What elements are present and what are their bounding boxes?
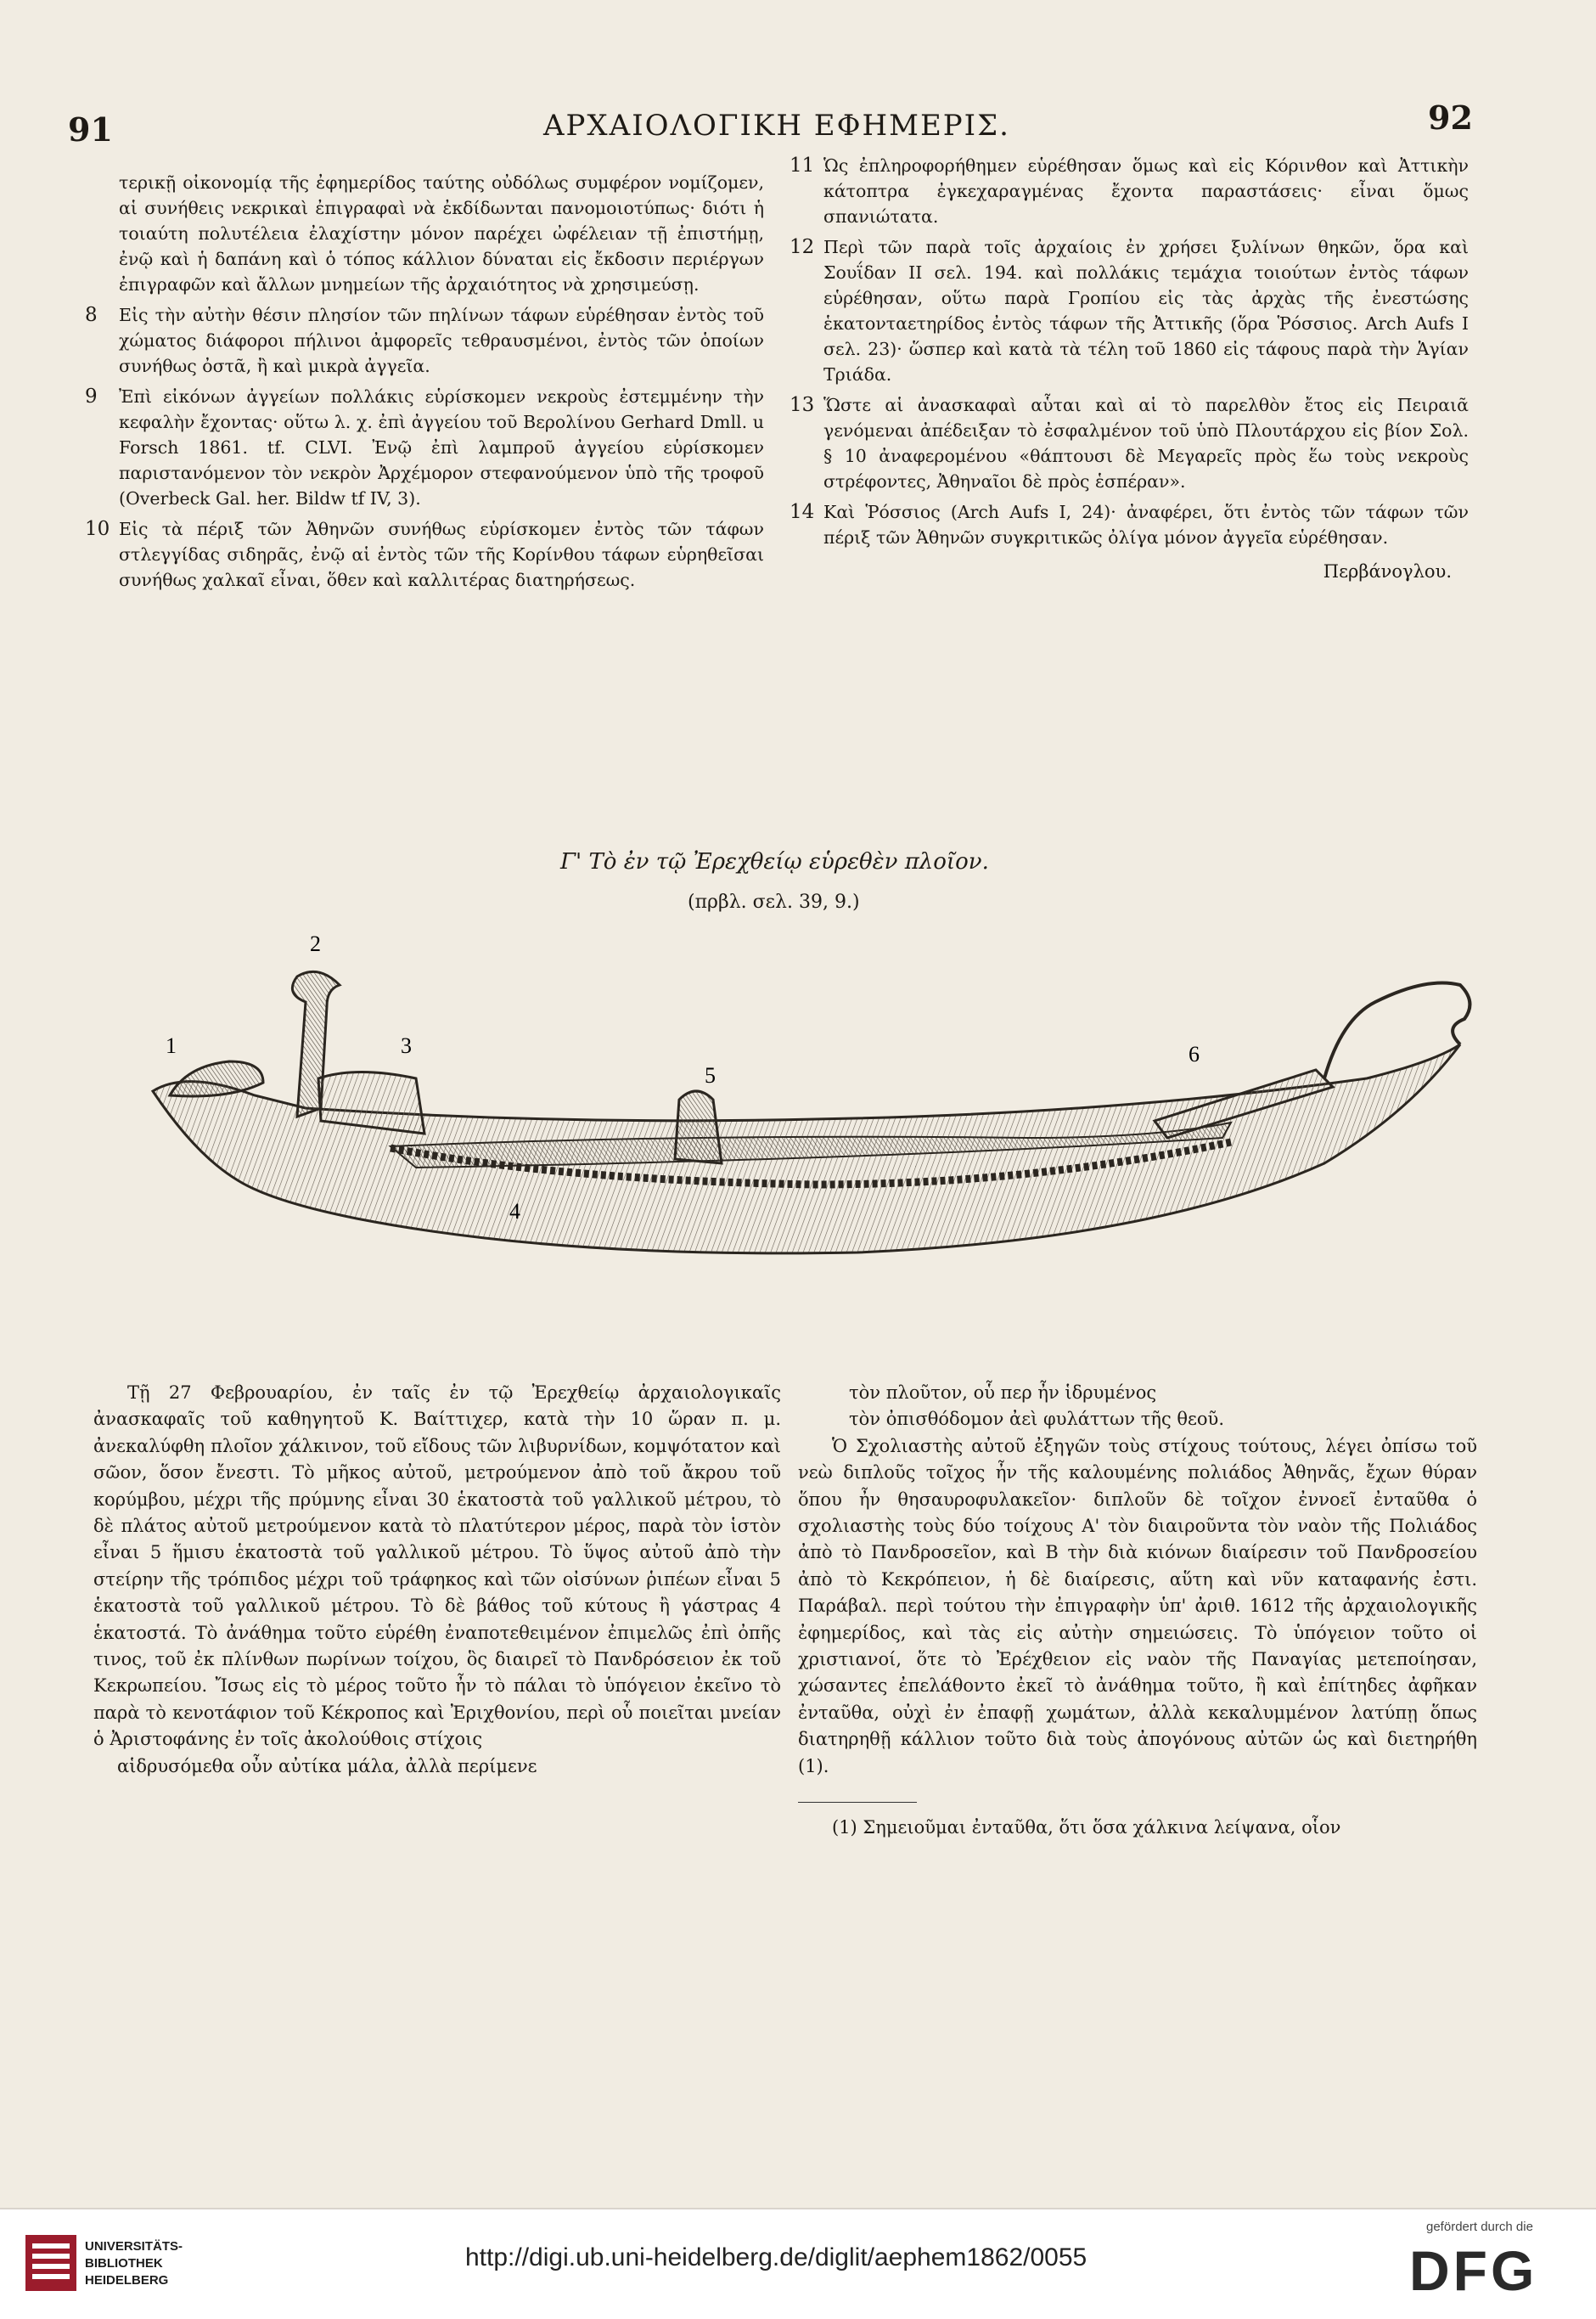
dfg-logo: DFG: [1409, 2239, 1538, 2302]
article-right-column: [798, 1380, 1477, 1842]
note-10: [85, 516, 764, 593]
article-left-column: [93, 1380, 781, 1780]
note-number: 8: [85, 304, 98, 326]
label-4: 4: [509, 1199, 520, 1224]
note-text: Εἰς τὴν αὐτὴν θέσιν πλησίον τῶν πηλίνων τάφων εὑρέθησαν ἐντὸς τοῦ χώματος διάφοροι πήλινοι ἀμφορεῖς τεθραυσμένοι, ἐντὸς τῶν ὁποίων συνήθως ὀστᾶ, ἢ καὶ μικρὰ ἀγγεῖα.: [119, 305, 764, 376]
note-number: 10: [85, 518, 110, 540]
running-title: ΑΡΧΑΙΟΛΟΓΙΚΗ ΕΦΗΜΕΡΙΣ.: [543, 109, 1010, 143]
mast-stump: [675, 1091, 722, 1163]
note-11: [790, 153, 1469, 229]
note-text: Ἐπὶ εἰκόνων ἀγγείων πολλάκις εὑρίσκομεν νεκροὺς ἐστεμμένην τὴν κεφαλὴν ἔχοντας· οὕτω λ. χ. ἐπὶ ἀγγείου τοῦ Βερολίνου Gerhard Dmll. u Forsch 1861. tf. CLVI. Ἐνῷ ἐπὶ λαμπροῦ ἀγγείου εὑρίσκομεν παριστανόμενον τὸν νεκρὸν Ἀρχέμορον στεφανούμενον ὑπὸ τῆς τροφοῦ (Overbeck Gal. her. Bildw tf IV, 3).: [119, 386, 764, 509]
author-signature: Περβάνογλου.: [1323, 561, 1452, 582]
library-name: UNIVERSITÄTS- BIBLIOTHEK HEIDELBERG: [85, 2239, 183, 2288]
note-number: 14: [790, 501, 815, 523]
footnote-divider: [798, 1802, 917, 1803]
digitization-footer: [0, 2208, 1596, 2319]
stern-ornament: [1324, 983, 1470, 1079]
note-text: Εἰς τὰ πέριξ τῶν Ἀθηνῶν συνήθως εὑρίσκομεν ἐντὸς τῶν τάφων στλεγγίδας σιδηρᾶς, ἐνῷ αἱ ἐντὸς τῶν τῆς Κορίνθου τάφων εὑρηθεῖσαι συνήθως χαλκαῖ εἶναι, ὅθεν καὶ καλλιτέρας διατηρήσεως.: [119, 519, 764, 590]
label-3: 3: [401, 1033, 412, 1058]
note-number: 12: [790, 236, 815, 258]
note-text: Περὶ τῶν παρὰ τοῖς ἀρχαίοις ἐν χρήσει ξυλίνων θηκῶν, ὅρα καὶ Σουΐδαν II σελ. 194. καὶ πολλάκις τεμάχια τοιούτων ἐντὸς τάφων εὑρέθησαν, οὕτω παρὰ Γροπίου εἰς τὰς ἀρχὰς τῆς ἐνεστώσης ἑκατονταετηρίδος ἐντὸς τάφων τῆς Ἀττικῆς (ὅρα Ῥόσσιος. Arch Aufs I σελ. 23)· ὥσπερ καὶ κατὰ τὰ τέλη τοῦ 1860 εἰς τάφους παρὰ τὴν Ἁγίαν Τριάδα.: [823, 237, 1469, 385]
left-footnotes: [85, 170, 764, 598]
bronze-ship-illustration: [136, 926, 1486, 1350]
university-library-logo: [25, 2235, 76, 2291]
note-8: [85, 302, 764, 379]
note-number: 13: [790, 394, 815, 416]
label-1: 1: [166, 1033, 177, 1058]
note-12: [790, 234, 1469, 387]
bow-basin: [170, 1061, 263, 1096]
article-paragraph: Τῇ 27 Φεβρουαρίου, ἐν ταῖς ἐν τῷ Ἐρεχθείῳ ἀρχαιολογικαῖς ἀνασκαφαῖς τοῦ καθηγητοῦ Κ. Βαίττιχερ, κατὰ τὴν 10 ὥραν π. μ. ἀνεκαλύφθη πλοῖον χάλκινον, τοῦ εἴδους τῶν λιβυρνίδων, κομψότατον καὶ σῶον, ὅσον ἔνεστι. Τὸ μῆκος αὐτοῦ, μετρούμενον ἀπὸ τοῦ ἄκρου τοῦ κορύμβου, μέχρι τῆς πρύμνης εἶναι 30 ἑκατοστὰ τοῦ γαλλικοῦ μέτρου, τὸ δὲ πλάτος αὐτοῦ μετρούμενον κατὰ τὸ πλατύτερον μέρος, παρὰ τὸν ἱστὸν εἶναι 5 ἥμισυ ἑκατοστὰ τοῦ γαλλικοῦ μέτρου. Τὸ ὕψος αὐτοῦ ἀπὸ τὴν στείρην τῆς τρόπιδος μέχρι τοῦ τράφηκος καὶ τῶν οἰσύνων ῥιπέων εἶναι 5 ἑκατοστὰ τοῦ γαλλικοῦ μέτρου. Τὸ δὲ βάθος τοῦ κύτους ἢ γάστρας 4 ἑκατοστά. Τὸ ἀνάθημα τοῦτο εὑρέθη ἐναποτεθειμένον ἐπιμελῶς ἐπὶ ὀπῆς τινος, τοῦ ἐκ πλίνθων πωρίνων τοίχου, ὃς διαιρεῖ τὸ Πανδρόσειον ἐκ τοῦ Κεκρωπείου. Ἴσως εἰς τὸ μέρος τοῦτο ἦν τὸ πάλαι τὸ ὑπόγειον ἐκεῖνο τὸ παρὰ τὸ κενοτάφιον τοῦ Κέκροπος καὶ Ἐριχθονίου, περὶ οὗ ποιεῖται μνείαν ὁ Ἀριστοφάνης ἐν τοῖς ἀκολούθοις στίχοις: [93, 1382, 781, 1750]
label-5: 5: [705, 1063, 716, 1088]
note-continuation: τερικῇ οἰκονομίᾳ τῆς ἐφημερίδος ταύτης οὐδόλως συμφέρον νομίζομεν, αἱ συνήθεις νεκρικαὶ ἐπιγραφαὶ νὰ ἐκδίδωνται πανομοιοτύπως· διότι ἡ τοιαύτη πολυτέλεια ἐλαχίστην μόνον παρέχει ὠφέλειαν τῇ ἐπιστήμῃ, ἐνῷ καὶ ἡ δαπάνη καὶ ὁ τόπος κάλλιον δύναται εἰς ἔκδοσιν περιέργων ἐπιγραφῶν καὶ ἄλλων μνημείων τῆς ἀρχαιότητος νὰ χρησιμεύσῃ.: [119, 172, 764, 295]
note-14: [790, 499, 1469, 550]
label-2: 2: [310, 932, 321, 956]
page-number-right: 92: [1428, 99, 1473, 137]
verse-line: αἱδρυσόμεθα οὖν αὐτίκα μάλα, ἀλλὰ περίμενε: [117, 1755, 537, 1776]
note-number: 11: [790, 155, 815, 177]
verse-line: τὸν ὀπισθόδομον ἀεὶ φυλάττων τῆς θεοῦ.: [849, 1409, 1224, 1430]
page-number-left: 91: [68, 110, 113, 149]
footnote: (1) Σημειοῦμαι ἐνταῦθα, ὅτι ὅσα χάλκινα λείψανα, οἷον: [832, 1817, 1341, 1838]
verse-line: τὸν πλοῦτον, οὗ περ ἦν ἱδρυμένος: [849, 1382, 1157, 1403]
figure-reference: (πρβλ. σελ. 39, 9.): [688, 892, 860, 913]
article-paragraph: Ὁ Σχολιαστὴς αὐτοῦ ἐξηγῶν τοὺς στίχους τούτους, λέγει ὀπίσω τοῦ νεὼ διπλοῦς τοῖχος ἦν τῆς καλουμένης πολιάδος Ἀθηνᾶς, ἔχων θύραν ὅπου ἦν θησαυροφυλακεῖον· διπλοῦν δὲ τοῖχον ἐννοεῖ ἐνταῦθα ὁ σχολιαστὴς τοὺς δύο τοίχους Α' τὸν διαιροῦντα τὸν ναὸν τῆς Πολιάδος ἀπὸ τὸ Πανδροσεῖον, καὶ Β τὴν διὰ κιόνων διαίρεσιν τοῦ Πανδροσείου ἀπὸ τὸ Κεκρόπειον, ἡ δὲ διαίρεσις, αὕτη καὶ νῦν καταφανής ἐστι. Παράβαλ. περὶ τούτου τὴν ἐπιγραφὴν ὑπ' ἀριθ. 1612 τῆς ἀρχαιολογικῆς ἐφημερίδος, καὶ τὰς εἰς αὐτὴν σημειώσεις. Τὸ ὑπόγειον τοῦτο οἱ χριστιανοί, ὅτε τὸ Ἐρέχθειον εἰς ναὸν τῆς Παναγίας μετεποίησαν, χώσαντες ἐπελάθοντο ἐκεῖ τὸ ἀνάθημα τοῦτο, ἢ καὶ ἐπίτηδες ἀφῆκαν ἐνταῦθα, οὐχὶ ἐν ἐπαφῇ χωμάτων, ἀλλὰ κεκαλυμμένον λατύπῃ ὅπως διατηρηθῇ κάλλιον τοῦτο διὰ τοὺς ἀπογόνους αὐτῶν ὡς καὶ διετηρήθη (1).: [798, 1435, 1477, 1776]
label-6: 6: [1189, 1042, 1200, 1067]
note-9: [85, 384, 764, 511]
note-text: Καὶ Ῥόσσιος (Arch Aufs I, 24)· ἀναφέρει, ὅτι ἐντὸς τῶν τάφων τῶν πέριξ τῶν Ἀθηνῶν συγκριτικῶς ὀλίγα μόνον ἀγγεῖα εὑρέθησαν.: [823, 502, 1469, 548]
permalink-url[interactable]: http://digi.ub.uni-heidelberg.de/diglit/aephem1862/0055: [465, 2243, 1087, 2271]
note-13: [790, 392, 1469, 494]
funded-by-label: gefördert durch die: [1426, 2220, 1533, 2234]
note-text: Ὡς ἐπληροφορήθημεν εὑρέθησαν ὅμως καὶ εἰς Κόρινθον καὶ Ἀττικὴν κάτοπτρα ἐγκεχαραγμένας ἔχοντα παραστάσεις· εἶναι ὅμως σπανιώτατα.: [823, 155, 1469, 227]
note-number: 9: [85, 386, 98, 408]
note-text: Ὥστε αἱ ἀνασκαφαὶ αὗται καὶ αἱ τὸ παρελθὸν ἔτος εἰς Πειραιᾶ γενόμεναι ἀπέδειξαν τὸ ἐσφαλμένον τοῦ ὑπὸ Πλουτάρχου εἰς βίον Σολ. § 10 ἀναφερομένου «θάπτουσι δὲ Μεγαρεῖς πρὸς ἕω τοὺς νεκροὺς στρέφοντες, Ἀθηναῖοι δὲ πρὸς ἑσπέραν».: [823, 395, 1469, 492]
right-footnotes: [790, 153, 1469, 584]
figure-caption: Γ' Τὸ ἐν τῷ Ἐρεχθείῳ εὑρεθὲν πλοῖον.: [560, 849, 989, 875]
